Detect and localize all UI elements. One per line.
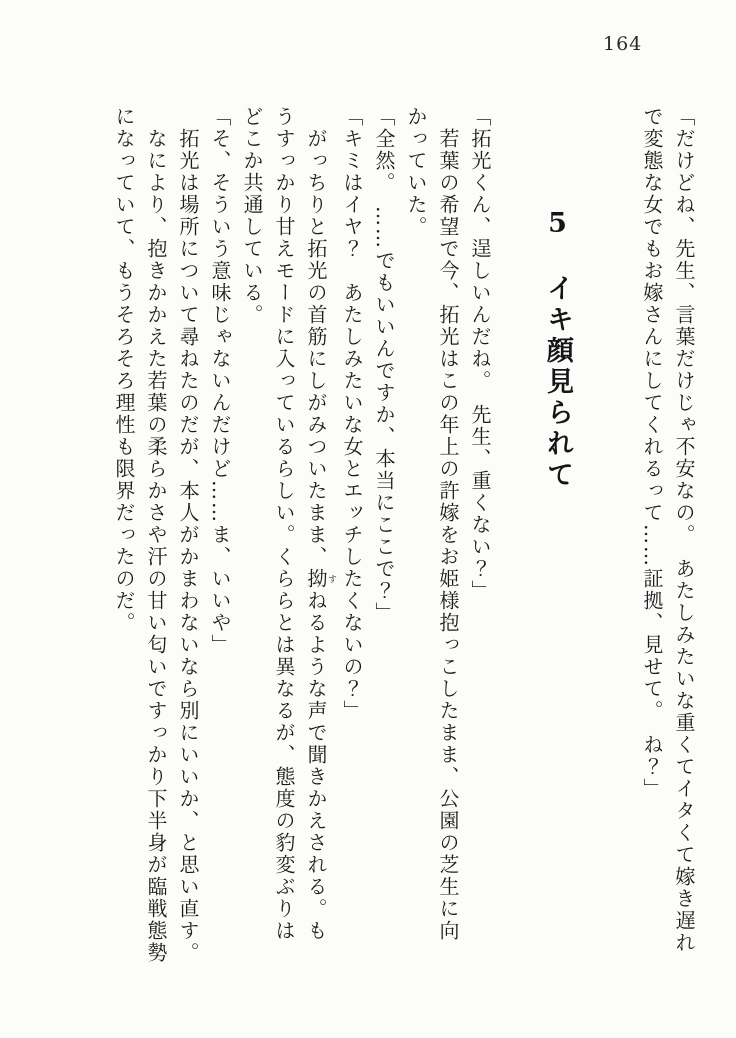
text-line: 若葉の希望で今、拓光はこの年上の許嫁をお姫様抱っこしたまま、公園の芝生に向	[436, 106, 460, 942]
text-block	[94, 106, 700, 968]
text-line-with-ruby	[300, 106, 336, 968]
ruby-base: 拗	[304, 568, 328, 590]
text-line: どこか共通している。	[240, 106, 264, 326]
text-segment: がっちりと拓光の首筋にしがみついたまま、	[304, 106, 328, 568]
chapter-number: 5	[542, 208, 573, 239]
text-line: 「全然。 ……でもいいんですか、本当にここで？」	[372, 106, 396, 624]
text-line: かっていた。	[404, 106, 428, 238]
text-line: なにより、抱きかかえた若葉の柔らかさや汗の甘い匂いですっかり下半身が臨戦態勢	[144, 106, 168, 964]
text-line: うすっかり甘えモードに入っているらしい。くららとは異なるが、態度の豹変ぶりは	[272, 106, 296, 942]
text-line: 「だけどね、先生、言葉だけじゃ不安なの。 あたしみたいな重くてイタくて嫁き遅れ	[672, 106, 696, 954]
page-number: 164	[603, 33, 643, 55]
text-line: 拓光は場所について尋ねたのだが、本人がかまわないなら別にいいか、と思い直す。	[176, 106, 200, 964]
ruby-text: す	[326, 568, 336, 590]
chapter-heading	[536, 106, 578, 968]
text-line: で変態な女でもお嫁さんにしてくれるって……証拠、見せて。 ね？」	[640, 106, 664, 800]
text-segment: ねるような声で聞きかえされる。も	[304, 590, 328, 942]
chapter-title: イキ顔見られて	[542, 274, 573, 492]
ruby-annotation	[304, 568, 336, 590]
text-line: 「キミはイヤ？ あたしみたいな女とエッチしたくないの？」	[340, 106, 364, 722]
text-line: 「そ、そういう意味じゃないんだけど……ま、いいや」	[208, 106, 232, 656]
text-line: 「拓光くん、逞しいんだね。 先生、重くない？」	[468, 106, 492, 602]
text-line: になっていて、もうそろそろ理性も限界だったのだ。	[112, 106, 136, 634]
